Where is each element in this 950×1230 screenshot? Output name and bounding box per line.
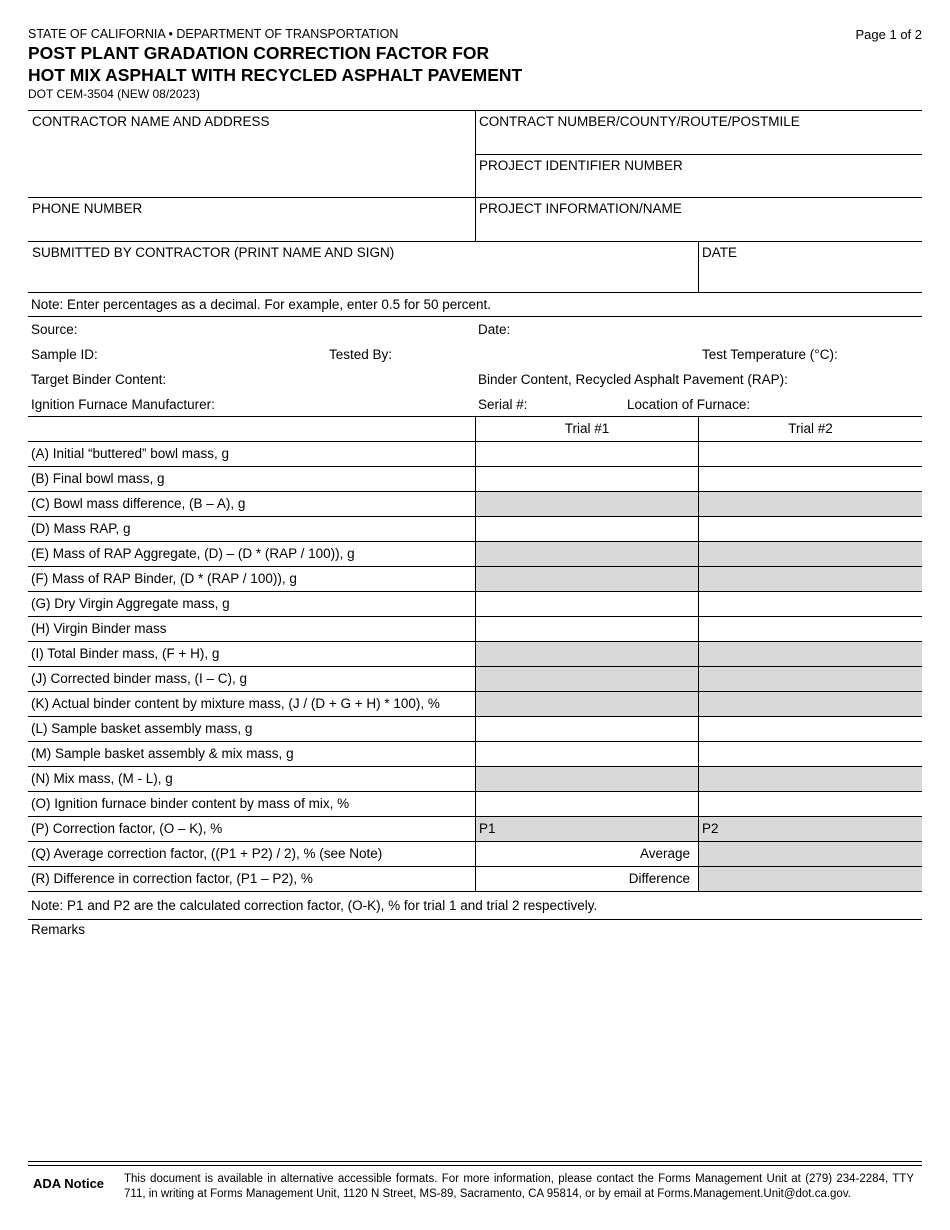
table-row [28, 692, 922, 717]
row-label: (A) Initial “buttered” bowl mass, g [31, 446, 230, 461]
contractor-block [28, 110, 922, 198]
binder-rap-label[interactable]: Binder Content, Recycled Asphalt Pavement (RAP): [478, 372, 788, 387]
trial2-input[interactable] [698, 467, 922, 491]
table-row [28, 492, 922, 517]
table-row [28, 867, 922, 892]
submitted-by-label: SUBMITTED BY CONTRACTOR (PRINT NAME AND SIGN) [32, 245, 395, 260]
info-row-furnace [28, 392, 922, 417]
contract-number-field[interactable] [476, 111, 922, 155]
trial2-calculated [698, 667, 922, 691]
average-label: Average [475, 842, 698, 866]
serial-label[interactable]: Serial #: [478, 397, 528, 412]
trial2-calculated [698, 567, 922, 591]
ada-notice-label: ADA Notice [33, 1176, 105, 1191]
agency-header: STATE OF CALIFORNIA • DEPARTMENT OF TRANSPORTATION [28, 27, 399, 41]
table-row [28, 667, 922, 692]
row-label: (G) Dry Virgin Aggregate mass, g [31, 596, 230, 611]
trial1-header: Trial #1 [475, 417, 698, 441]
trial2-header: Trial #2 [698, 417, 922, 441]
table-row [28, 617, 922, 642]
average-cell [698, 842, 922, 866]
trial2-input[interactable] [698, 792, 922, 816]
trial1-calculated [475, 567, 698, 591]
project-info-field[interactable] [475, 198, 922, 241]
trial1-input[interactable] [475, 517, 698, 541]
table-row [28, 567, 922, 592]
row-label: (H) Virgin Binder mass [31, 621, 167, 636]
trial1-calculated [475, 642, 698, 666]
form-title [28, 42, 522, 86]
table-header [28, 417, 922, 442]
project-identifier-label: PROJECT IDENTIFIER NUMBER [479, 158, 683, 173]
furnace-location-label[interactable]: Location of Furnace: [627, 397, 751, 412]
form-title-line2: HOT MIX ASPHALT WITH RECYCLED ASPHALT PAVEMENT [28, 65, 523, 85]
table-header-blank [28, 417, 475, 441]
date-field[interactable] [698, 242, 922, 292]
contractor-name-label: CONTRACTOR NAME AND ADDRESS [32, 114, 270, 129]
trial2-calculated [698, 642, 922, 666]
info-row-source [28, 317, 922, 342]
source-label[interactable]: Source: [31, 322, 78, 337]
table-row [28, 642, 922, 667]
page-number: Page 1 of 2 [855, 27, 922, 42]
contract-number-label: CONTRACT NUMBER/COUNTY/ROUTE/POSTMILE [479, 114, 800, 129]
remarks-label: Remarks [31, 922, 86, 937]
trial2-calculated [698, 767, 922, 791]
note-bottom [28, 892, 922, 920]
target-binder-label[interactable]: Target Binder Content: [31, 372, 167, 387]
trial1-input[interactable] [475, 717, 698, 741]
submitted-block [28, 242, 922, 293]
table-row [28, 517, 922, 542]
footer-divider-bottom [28, 1165, 922, 1166]
table-row [28, 442, 922, 467]
table-row [28, 467, 922, 492]
info-row-binder [28, 367, 922, 392]
contract-column [475, 111, 922, 197]
trial2-input[interactable] [698, 442, 922, 466]
trial2-input[interactable] [698, 517, 922, 541]
row-label: (J) Corrected binder mass, (I – C), g [31, 671, 248, 686]
trial2-input[interactable] [698, 717, 922, 741]
note-top-text: Note: Enter percentages as a decimal. For example, enter 0.5 for 50 percent. [31, 297, 491, 312]
trial1-input[interactable] [475, 442, 698, 466]
row-label: (R) Difference in correction factor, (P1 – P2), % [31, 871, 313, 886]
trial2-input[interactable] [698, 592, 922, 616]
row-label: (I) Total Binder mass, (F + H), g [31, 646, 220, 661]
trial1-calculated [475, 767, 698, 791]
table-row [28, 817, 922, 842]
trial2-calculated [698, 692, 922, 716]
row-label: (M) Sample basket assembly & mix mass, g [31, 746, 294, 761]
phone-field[interactable] [28, 198, 475, 241]
row-label: (O) Ignition furnace binder content by mass of mix, % [31, 796, 350, 811]
note-bottom-text: Note: P1 and P2 are the calculated correction factor, (O-K), % for trial 1 and trial 2 respectively. [31, 898, 598, 913]
trial1-calculated [475, 667, 698, 691]
trial2-input[interactable] [698, 617, 922, 641]
trial1-input[interactable] [475, 792, 698, 816]
furnace-manufacturer-label[interactable]: Ignition Furnace Manufacturer: [31, 397, 215, 412]
row-label: (C) Bowl mass difference, (B – A), g [31, 496, 246, 511]
date-label: DATE [702, 245, 738, 260]
sample-id-label[interactable]: Sample ID: [31, 347, 98, 362]
test-temperature-label[interactable]: Test Temperature (°C): [702, 347, 838, 362]
submitted-by-field[interactable] [28, 242, 698, 292]
project-info-label: PROJECT INFORMATION/NAME [479, 201, 682, 216]
row-label: (P) Correction factor, (O – K), % [31, 821, 223, 836]
form-title-line1: POST PLANT GRADATION CORRECTION FACTOR FOR [28, 43, 490, 63]
trial1-input[interactable] [475, 592, 698, 616]
difference-label: Difference [475, 867, 698, 891]
info-date-label[interactable]: Date: [478, 322, 511, 337]
trial1-calculated [475, 542, 698, 566]
table-row [28, 742, 922, 767]
note-top [28, 293, 922, 317]
form-number: DOT CEM-3504 (NEW 08/2023) [28, 87, 200, 101]
row-label: (L) Sample basket assembly mass, g [31, 721, 253, 736]
project-identifier-field[interactable] [476, 155, 922, 198]
trial2-input[interactable] [698, 742, 922, 766]
row-label: (D) Mass RAP, g [31, 521, 131, 536]
ada-notice-text: This document is available in alternative accessible formats. For more information, please contact the Forms Management Unit at (279) 234-2284, TTY 711, in writing at Forms Management Unit, 1120 N Street, MS-89, Sacramento, CA 95814, or by email at Forms.Management.Unit@dot.ca.gov. [124, 1173, 914, 1200]
contractor-name-field[interactable] [28, 111, 475, 197]
row-label: (Q) Average correction factor, ((P1 + P2) / 2), % (see Note) [31, 846, 383, 861]
tested-by-label[interactable]: Tested By: [329, 347, 393, 362]
difference-cell [698, 867, 922, 891]
trial1-calculated [475, 692, 698, 716]
row-label: (N) Mix mass, (M - L), g [31, 771, 173, 786]
table-row [28, 542, 922, 567]
trial2-calculated [698, 492, 922, 516]
phone-label: PHONE NUMBER [32, 201, 143, 216]
trial2-calculated [698, 542, 922, 566]
table-row [28, 792, 922, 817]
trial1-calculated [475, 492, 698, 516]
table-row [28, 592, 922, 617]
row-label: (K) Actual binder content by mixture mass, (J / (D + G + H) * 100), % [31, 696, 440, 711]
row-label: (F) Mass of RAP Binder, (D * (RAP / 100)), g [31, 571, 297, 586]
info-row-sample [28, 342, 922, 367]
trial1-input[interactable] [475, 617, 698, 641]
p2-cell: P2 [698, 817, 922, 841]
trial1-input[interactable] [475, 467, 698, 491]
table-row [28, 717, 922, 742]
remarks-field[interactable] [28, 920, 922, 1150]
table-row [28, 842, 922, 867]
table-row [28, 767, 922, 792]
trial1-input[interactable] [475, 742, 698, 766]
phone-block [28, 198, 922, 242]
p1-cell: P1 [475, 817, 698, 841]
form-body [28, 110, 922, 1150]
footer-divider-top [28, 1161, 922, 1162]
row-label: (E) Mass of RAP Aggregate, (D) – (D * (RAP / 100)), g [31, 546, 355, 561]
row-label: (B) Final bowl mass, g [31, 471, 165, 486]
